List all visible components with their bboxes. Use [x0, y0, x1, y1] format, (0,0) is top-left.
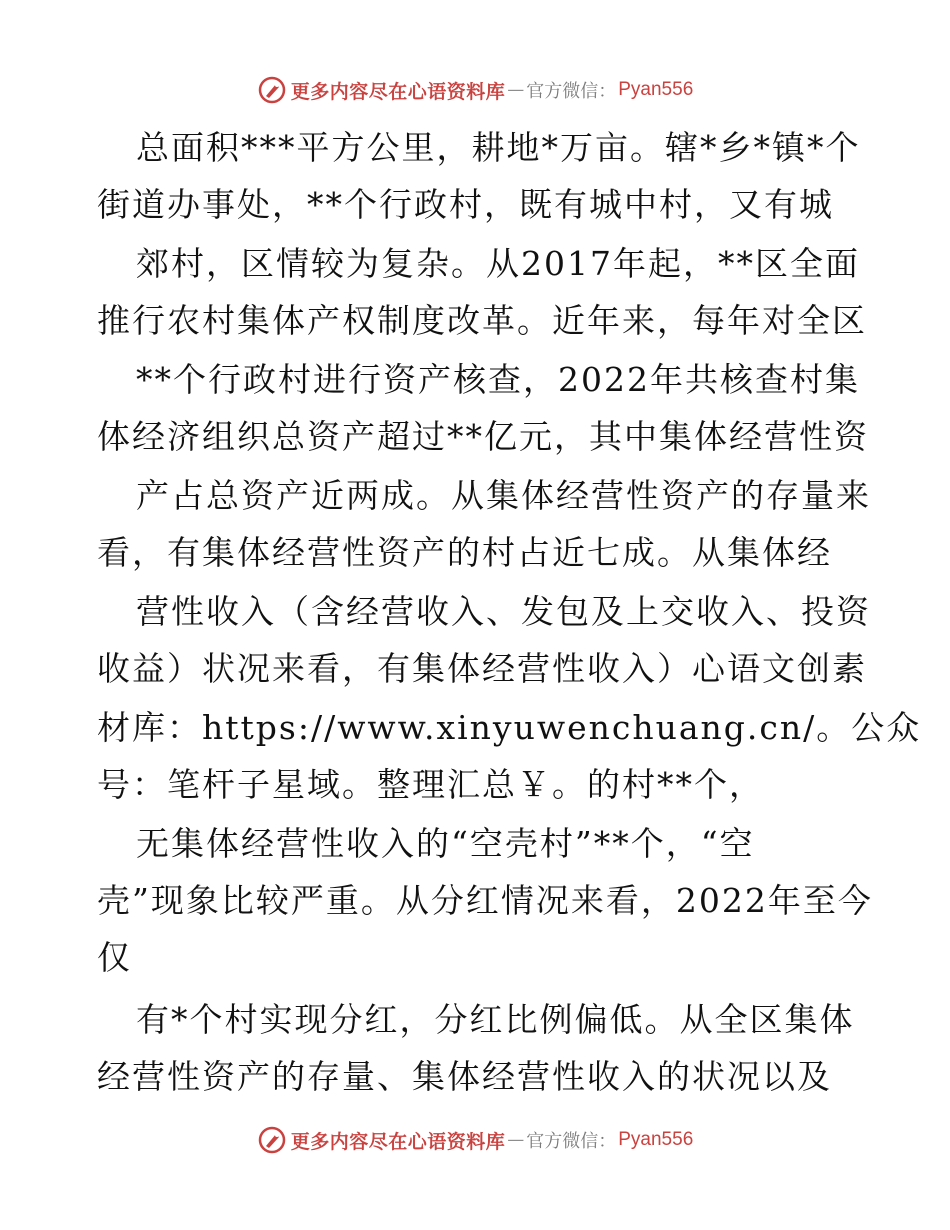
text-line: 推行农村集体产权制度改革。近年来，每年对全区 — [97, 301, 867, 340]
banner-dash: — — [507, 80, 525, 100]
text-line: 总面积***平方公里，耕地*万亩。辖*乡*镇*个 — [136, 128, 861, 167]
banner-subtitle: 官方微信： — [526, 1131, 617, 1152]
text-line: 号：笔杆子星域。整理汇总￥。的村**个， — [97, 765, 764, 804]
banner-account: Pyan556 — [618, 1129, 694, 1150]
pen-nib-logo-icon — [257, 1125, 287, 1155]
footer-banner — [0, 1120, 950, 1160]
banner-title: 更多内容尽在心语资料库 — [290, 1130, 506, 1153]
text-line: 郊村，区情较为复杂。从2017年起，**区全面 — [136, 244, 860, 283]
header-banner — [0, 70, 950, 110]
text-line: 仅 — [97, 938, 132, 977]
text-line: 经营性资产的存量、集体经营性收入的状况以及 — [97, 1057, 832, 1096]
text-line: 壳”现象比较严重。从分红情况来看，2022年至今 — [97, 881, 873, 920]
banner-dash: — — [507, 1130, 525, 1150]
text-line: 看，有集体经营性资产的村占近七成。从集体经 — [97, 533, 832, 572]
text-line: **个行政村进行资产核查，2022年共核查村集 — [136, 360, 860, 399]
banner-subtitle: 官方微信： — [526, 81, 617, 102]
pen-nib-logo-icon — [257, 75, 287, 105]
banner-title: 更多内容尽在心语资料库 — [290, 80, 506, 103]
text-line: 材库：https://www.xinyuwenchuang.cn/。公众 — [97, 708, 922, 747]
text-line: 收益）状况来看，有集体经营性收入）心语文创素 — [97, 649, 867, 688]
text-line: 营性收入（含经营收入、发包及上交收入、投资 — [136, 592, 871, 631]
text-line: 体经济组织总资产超过**亿元，其中集体经营性资 — [97, 417, 869, 456]
text-line: 有*个村实现分红，分红比例偏低。从全区集体 — [136, 1000, 855, 1039]
text-line: 街道办事处，**个行政村，既有城中村，又有城 — [97, 185, 834, 224]
text-line: 无集体经营性收入的“空壳村”**个，“空 — [136, 824, 755, 863]
text-line: 产占总资产近两成。从集体经营性资产的存量来 — [136, 476, 871, 515]
banner-account: Pyan556 — [618, 79, 694, 100]
